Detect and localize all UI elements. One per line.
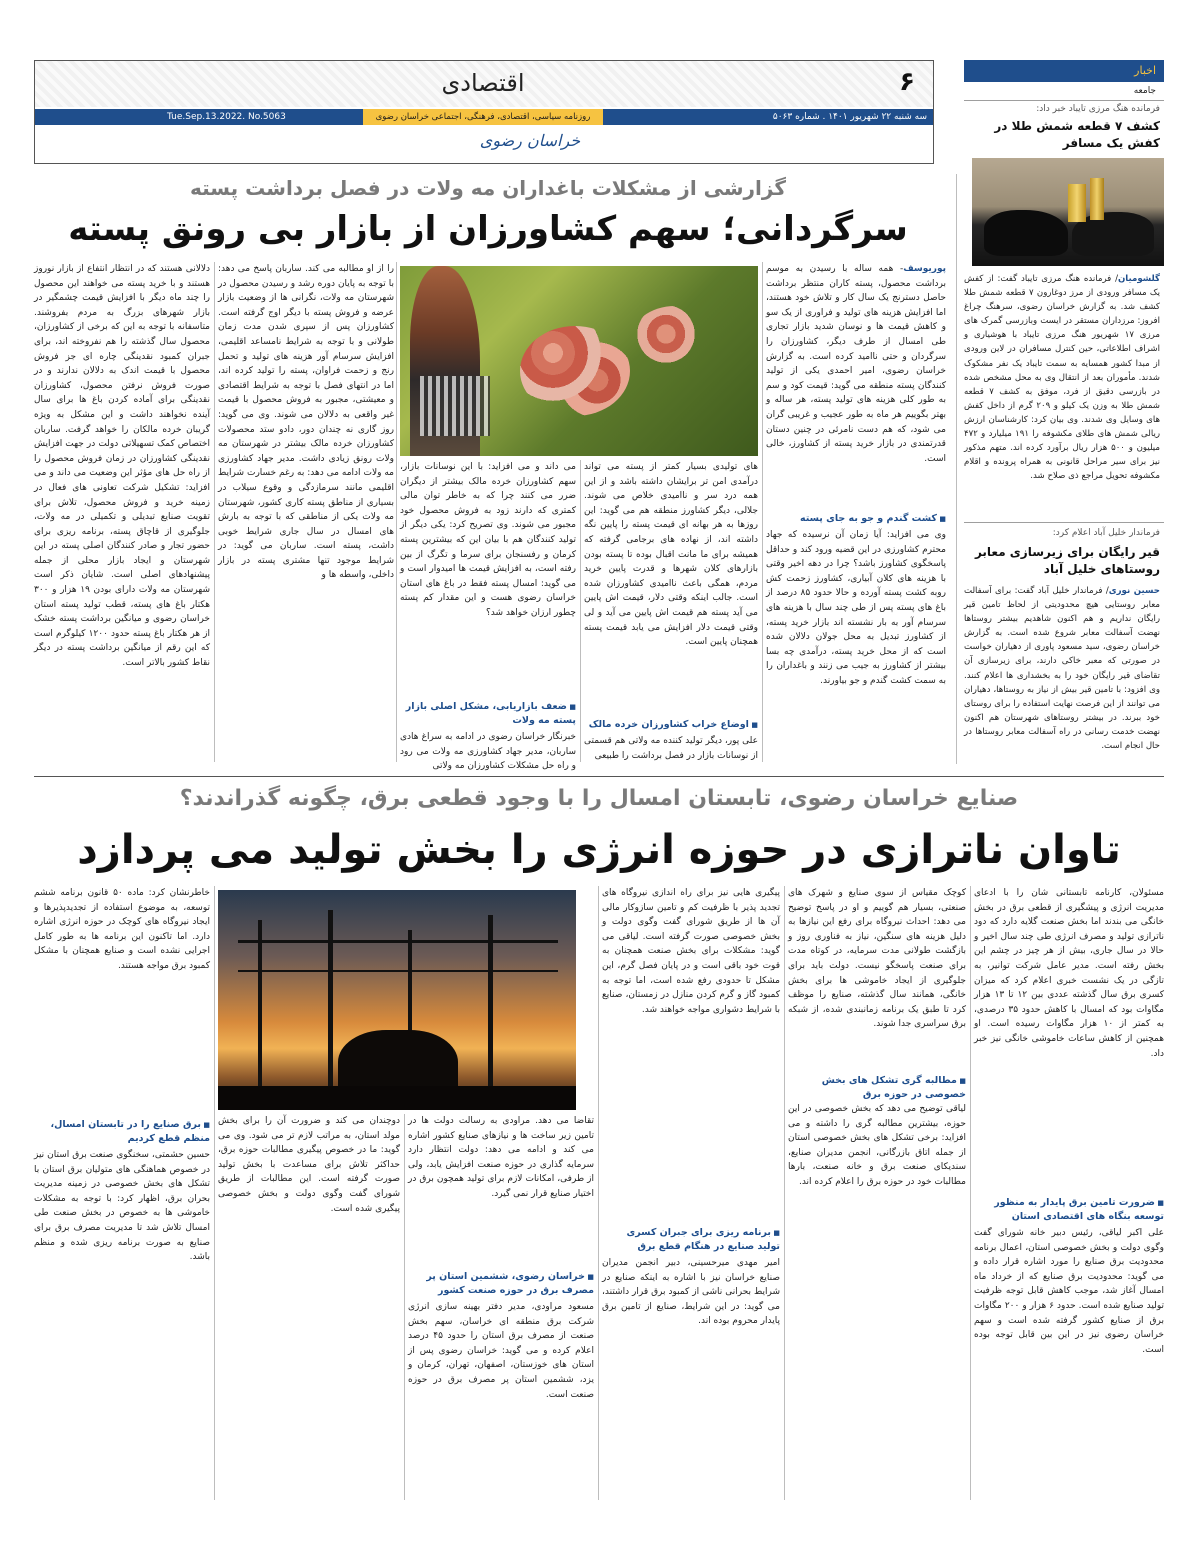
article1-headline: سرگردانی؛ سهم کشاورزان از بازار بی رونق پسته: [68, 209, 908, 249]
a2-col5: دوچندان می کند و ضرورت آن را برای بخش مولد استان، به مراتب لازم تر می شود. وی می گوید: ما در خصوص پیگیری مطالبات حوزه برق، حداکثر تلاش برای مساعدت با بخش تولید صورت گرفته است. این مطالبات از طریق شورای گفت وگوی دولت و بخش خصوصی پیگیری شده است.: [218, 1116, 400, 1214]
sidebar-divider: [964, 100, 1164, 101]
page-number: ۶: [899, 67, 915, 97]
a2-rule-1: [970, 886, 971, 1500]
a1-col2b: علی پور، دیگر تولید کننده مه ولاتی هم قسمتی از نوسانات بازار در فصل برداشت را طبیعی: [584, 736, 758, 761]
a2-subhead-4: ■ خراسان رضوی، ششمین استان پر مصرف برق در حوزه صنعت کشور: [408, 1270, 594, 1297]
paper-logo: خراسان رضوی: [479, 131, 581, 150]
a2-rule-4: [404, 1114, 405, 1500]
gold-bar-shape-2: [1090, 178, 1104, 220]
news1-photo: [972, 158, 1164, 266]
article2-kicker: صنایع خراسان رضوی، تابستان امسال را با وجود قطعی برق، چگونه گذراندند؟: [179, 786, 1019, 811]
a2-rule-3: [598, 886, 599, 1500]
news1-title: کشف ۷ قطعه شمش طلا در کفش یک مسافر: [994, 119, 1160, 150]
a1-col4: را از او مطالبه می کند. ساربان پاسخ می دهد: با توجه به پایان دوره رشد و رسیدن محصول در شهرستان مه ولات، نگرانی ها از وضعیت بازار عرضه و فروش پسته با دیگر اوج گرفته است. کشاورزان پس از سپری شدن مدت زمان طولانی و با توجه به شرایط نامساعد اقلیمی، افزایش سرسام آور هزینه های تولید و تحمل رنج و زحمت فراوان، پسته را تولید کرده اند، اما در انتهای فصل با توجه به شرایط اقتصادی و معیشتی، مجبور به فروش محصول با قیمت غیر واقعی به دلالان می شوند. وی می گوید: روز گاری نه چندان دور، دادو ستد محصولات کشاورزان خرده مالک بیشتر در شهرستان مه ولات رونق زیادی داشت. مدیر جهاد کشاورزی مه ولات ادامه می دهد: به رغم خسارت شرایط اقلیمی مانند سرمازدگی و وقوع سیلاب در بسیاری از مناطق پسته کاری کشور، شهرستان مه ولات یکی از مناطقی که با توجه به بارش های امسال در سال جاری شرایط خوبی داشت، پسته است. ساربان می گوید: در شرایط موجود تنها مشتری پسته در بازار داخلی، واسطه ها و: [218, 264, 394, 581]
sidebar-divider-2: [964, 522, 1164, 523]
a1-col5: دلالانی هستند که در انتظار انتفاع از بازار نوروز هستند و با خرید پسته می خواهند این محصول را چند ماه دیگر با افزایش قیمت چشمگیر در بازار شهرهای بزرگ به مردم بفروشند. متاسفانه با توجه به این که برخی از کشاورزان، محصول سال گذشته را هم نفروخته اند، برای جبران کمبود نقدینگی چاره ای جز فروش محصول با قیمت اندک به دلالان ندارند و در صورت فروش نرفتن محصول، کشاورزان نقدینگی برای آماده کردن باغ ها برای سال آینده نخواهند داشت و این مشکل به ویژه گریبان خرده مالکان را خواهد گرفت. ساربان اختصاص کمک تسهیلاتی دولت در جهت افزایش نقدینگی کشاورزان در زمان فروش محصول را از راه حل های مؤثر این وضعیت می داند و می افزاید: تشکیل شرکت تعاونی های فعال در زمینه خرید و فروش محصول، تلاش برای تقویت صنایع تبدیلی و تکمیلی در مه ولات، جلوگیری از قاچاق پسته، برنامه ریزی برای حضور تجار و صادر کنندگان اصلی پسته در این شهرستان و ایجاد بازار محلی از جمله پیشنهادهای اصلی است. شایان ذکر است شهرستان مه ولات دارای بودن ۱۹ هزار و ۳۰۰ هکتار باغ های پسته، قطب تولید پسته استان خراسان رضوی و میانگین برداشت پسته خشک از هر هکتار باغ پسته حدود ۱۲۰۰ کیلوگرم است که این رقم از میانگین برداشت پسته در دیگر نقاط کشور بالاتر است.: [34, 264, 210, 669]
paper-subtitle-text: روزنامه سیاسی، اقتصادی، فرهنگی، اجتماعی خراسان رضوی: [375, 112, 591, 122]
a1-col2a: های تولیدی بسیار کمتر از پسته می تواند درآمدی امن تر برایشان داشته باشد و از این همه درد سر و ناامیدی خلاص می شوند. جلالی، دیگر کشاورز منطقه هم می گوید: این روزها به هر بهانه ای قیمت پسته را پایین نگه داشته اند، از نهاده های برجامی گرفته که همیشه برای ما مانت اقبال بوده تا پسته بودن بازارهای کلان شهرها و قدرت پایین خرید مردم، همگی باعث ناامیدی کشاورزان شده است. جالب اینکه وقتی دلار، قیمت اش پایین می آید پسته هم قیمت اش پایین می آید و لی وقتی قیمت دلار افزایش می یابد قیمت پسته همچنان پایین است.: [584, 462, 758, 648]
pistachio-cluster-2: [630, 306, 720, 376]
issue-date-fa: سه شنبه ۲۲ شهریور ۱۴۰۱ . شماره ۵۰۶۳: [772, 112, 927, 122]
a1-col3a: می داند و می افزاید: با این نوسانات بازار، سهم کشاورزان خرده مالک بیشتر از دیگران ضرر می کنند چرا که به خاطر توان مالی کمتری که دارند زود به فروش محصول خود مجبور می شوند. وی تصریح کرد: یکی دیگر از تولید کنندگان هم با بیان این که بیشترین پسته کرمان و رفسنجان برای سرما و تگرگ از بین رفته است، به افزایش قیمت ها امیدوار است و می گوید: امسال پسته فقط در باغ های استان خراسان رضوی هست و این مقدار کم پسته چطور ارزان خواهد شد؟: [400, 462, 576, 618]
news2-title: قیر رایگان برای زیرسازی معابر روستاهای خلیل آباد: [974, 545, 1160, 576]
article1-photo: [400, 266, 758, 456]
a2-col1b: علی اکبر لیاقی، رئیس دبیر خانه شورای گفت وگوی دولت و بخش خصوصی استان، اعمال برنامه محدودیت برق صنایع را مورد اشاره قرار داده و می گوید: محدودیت برق صنایع که از خرداد ماه امسال آغاز شد، موجب کاهش قابل توجه ظرفیت تولید صنایع شده است. حدود ۶ هزار و ۲۰۰ مگاوات برق از صنایع کشور گرفته شده است و سهم خراسان رضوی نیز در این بین قابل توجه بوده است.: [974, 1228, 1164, 1355]
a1-rule-2: [762, 262, 763, 762]
crossbar-shape-2: [238, 970, 558, 972]
a1-rule-3: [580, 460, 581, 762]
a2-col6: خاطرنشان کرد: ماده ۵۰ قانون برنامه ششم توسعه، به موضوع استفاده از تجدیدپذیرها و ایجاد نیروگاه های کوچک در حوزه انرژی اشاره دارد. اما تاکنون این برنامه ها به طور کامل اجرایی نشده است و صنایع همچنان با مشکل کمبود برق مواجه هستند.: [34, 888, 210, 971]
a1-rule-1: [396, 262, 397, 762]
a2-col4: تقاضا می دهد. مراودی به رسالت دولت ها در تامین زیر ساخت ها و نیازهای صنایع کشور اشاره می کند و ادامه می دهد: دولت انتظار دارد سرمایه گذاری در حوزه صنعت افزایش یابد، ولی از طرفی، امکانات لازم برای تولید همچون برق در اختیار صنایع قرار نمی گیرد.: [408, 1116, 594, 1199]
news1-text: / فرمانده هنگ مرزی تایباد گفت: از کفش یک مسافر ورودی از مرز دوغارون ۷ قطعه شمش طلا کشف شد. به گزارش خراسان رضوی، سرهنگ چراغ افروز: مرزداران مستقر در ایست وبازرسی گمرک های مرزی ۱۷ شهریور هنگ مرزی تایباد با هوشیاری و اشراف اطلاعاتی، حین کنترل مسافران در لاین ورودی از مبدا کشور همسایه به سمت تایباد یک نفر مشکوک شدند. مأموران بعد از انتقال وی به محل مشخص شده در بازرسی دقیق از فرد، موفق به کشف ۷ قطعه شمش طلا به وزن یک کیلو و ۲۰۹ گرم از داخل کفش های وسایل وی شدند. وی بیان کرد: کارشناسان ارزش ریالی شمش های طلای مکشوفه را ۱۹۱ میلیارد و ۴۷۲ میلیون و ۵۰۰ هزار ریال برآورد کرده اند. متهم مذکور نیز برای سیر مراحل قانونی به همراه پرونده و اقلام مکشوفه تحویل مراجع ذی صلاح شد.: [964, 274, 1161, 482]
gold-bar-shape: [1068, 184, 1086, 222]
a2-rule-5: [214, 886, 215, 1500]
news1-lead: گلشومیان: [1117, 274, 1160, 284]
a1-subhead-2: ■ اوضاع خراب کشاورزان خرده مالک: [584, 718, 758, 732]
a1-subhead-3: ■ ضعف بازاریابی، مشکل اصلی بازار پسته مه ولات: [400, 700, 576, 727]
a2-col4b: مسعود مراودی، مدیر دفتر بهینه سازی انرژی شرکت برق منطقه ای خراسان، سهم بخش صنعت از مصرف برق استان را حدود ۴۵ درصد اعلام کرده و می گوید: خراسان رضوی پس از استان های خوزستان، اصفهان، تهران، کرمان و یزد، ششمین استان پر مصرف برق در حوزه صنعت است.: [408, 1302, 594, 1400]
a1-rule-4: [214, 262, 215, 762]
scarf-shape: [420, 376, 490, 436]
a2-col2: کوچک مقیاس از سوی صنایع و شهرک های صنعتی، بسیار هم گوییم و او در پاسخ توضیح می دهد: احداث نیروگاه برای رفع این نیازها به دلیل هزینه های سنگین، نیاز به فناوری روز و بازگشت طولانی مدت سرمایه، در کوتاه مدت برای صنعت پاسخگو نیست. دولت باید برای جلوگیری از ایجاد خاموشی ها برای بخش خانگی، همانند سال گذشته، صنایع را موظف کرد تا طبق یک برنامه زمانبندی شده، از شبکه برق سراسری جدا شوند.: [788, 888, 966, 1030]
a2-subhead-5: ■ برق صنایع را در تابستان امسال، منظم قطع کردیم: [34, 1118, 210, 1145]
article-separator: [34, 776, 1164, 777]
pistachio-cluster: [520, 326, 630, 416]
a1-col1: [766, 262, 946, 502]
section-title: اقتصادی: [441, 69, 525, 97]
a2-col1: مسئولان، کارنامه تابستانی شان را با ادعای مدیریت انرژی و پیشگیری از قطعی برق در بخش خانگی می بندند اما بخش صنعت گلایه دارد که دود ناترازی تولید و مصرف انرژی طی چند سال اخیر و حالا در سال جاری، بیش از هر چیز در چشم این بخش رفته است. مدیر عامل شرکت توانیر، به تازگی در یک نشست خبری اعلام کرد که میزان کسری برق سال گذشته عددی بین ۱۲ تا ۱۳ هزار مگاوات بود که امسال با کاهش حدود ۳۵ درصدی، به کمتر از ۱۰ هزار مگاوات رسیده است. او همچنین از کاهش ساعات خاموشی خانگی نیز خبر داد.: [974, 888, 1165, 1059]
news2-text: / فرماندار خلیل آباد گفت: برای آسفالت معابر روستایی هیچ محدودیتی از لحاظ تامین قیر رایگان نداریم و هم اکنون شاهدیم بیشتر روستاها نهضت آسفالت معابر شروع شده است. به گزارش خراسان رضوی، سید مسعود پاوری از دهیاران خواست در صورتی که معبر خاکی دارند، برای زیرسازی آن تقاضای قیر رایگان خود را به بخشداری ها اعلام کنند. وی افزود: با تامین قیر بیش از نیاز به روستاها، دهیاران می توانند از این فرصت نهایت استفاده را برای روستای خود ببرند. در بیشتر روستاهای شهرستان هم اکنون نهضت خدمت رسانی در راه آسفالت معابر روستاها در حال انجام است.: [964, 586, 1160, 752]
a2-col6b: حسین حشمتی، سخنگوی صنعت برق استان نیز در خصوص هماهنگی های متولیان برق استان با تشکل های بخش خصوصی در زمینه مدیریت بحران برق، اظهار کرد: با توجه به مشکلات خاموشی ها به خصوص در بخش صنعت طی امسال تلاش شد تا مدیریت مصرف برق برای صنایع به صورت برنامه ریزی شده و منظم باشد.: [34, 1150, 210, 1263]
news1-body: [964, 272, 1160, 512]
issue-date-en: Tue.Sep.13.2022. No.5063: [167, 112, 286, 122]
a1-subhead-1: ■ کشت گندم و جو به جای پسته: [766, 512, 946, 526]
crossbar-shape: [238, 940, 558, 943]
news2-kicker: فرماندار خلیل آباد اعلام کرد:: [1052, 528, 1160, 538]
article2-headline: تاوان ناترازی در حوزه انرژی را بخش تولید می پردازد: [77, 827, 1121, 873]
shoe-shape: [984, 210, 1068, 256]
a2-col2b: لیاقی توضیح می دهد که بخش خصوصی در این حوزه، بیشترین مطالبه گری را داشته و می افزاید: برخی تشکل های بخش خصوصی استان از جمله اتاق بازرگانی، انجمن مدیران صنایع، سندیکای صنعت برق و خانه صنعت، بارها مطالبات خود در حوزه برق را اعلام کرده اند.: [788, 1104, 966, 1187]
a1-lead: پوریوسف: [903, 264, 946, 274]
ground-shape: [218, 1086, 576, 1110]
sidebar-category: جامعه: [1133, 86, 1156, 96]
article2-photo: [218, 890, 576, 1110]
news1-kicker: فرمانده هنگ مرزی تایباد خبر داد:: [1036, 104, 1160, 114]
a2-col3b: امیر مهدی میرحسینی، دبیر انجمن مدیران صنایع خراسان نیز با اشاره به اینکه صنایع در شرایط بحرانی ناشی از کمبود برق قرار داشتند، می گوید: در این شرایط، صنایع از تامین برق پایدار محروم بوده اند.: [602, 1258, 780, 1327]
a2-rule-2: [784, 886, 785, 1500]
a2-col3: پیگیری هایی نیز برای راه اندازی نیروگاه های تجدید پذیر با ظرفیت کم و تامین سازوکار مالی آن ها از طریق شورای گفت وگوی دولت و بخش خصوصی صورت گرفته است. لیاقی می گوید: مشکلات برای بخش صنعت همچنان به قوت خود باقی است و در پایان فصل گرم، این مشکل تا حدودی رفع شده است، اما توجه به کمبود گاز و گرم کردن منازل در زمستان، صنایع با شرایط دشواری مواجه خواهند شد.: [602, 888, 780, 1015]
article1-kicker: گزارشی از مشکلات باغداران مه ولات در فصل برداشت پسته: [190, 176, 786, 200]
news2-lead: حسین نوری: [1108, 586, 1160, 596]
masthead: [34, 60, 934, 164]
pylon-shape-2: [328, 910, 333, 1090]
sidebar-separator: [956, 174, 957, 764]
pylon-shape: [258, 920, 262, 1090]
a1-col1a: - همه ساله با رسیدن به موسم برداشت محصول، پسته کاران منتظر برداشت حاصل دسترنج یک سال کار و تلاش خود هستند، اما افزایش هزینه های تولید و فراوری از یک سو و کاهش قیمت ها و نوسان شدید بازار تجاری طی امسال از طرف دیگر، کشاورزان را سرگردان و حتی ناامید کرده است. به گزارش خراسان رضوی، امیر احمدی یکی از تولید کنندگان پسته منطقه می گوید: قیمت کود و سم به طور کلی هزینه های تولید پسته، هر ساله و بهتر بگوییم هر ماه به طور عجیب و غریبی گران می شود، که هم دست نامرئی در چنین دستان قدرتمندی در بازار خرید پسته از کشاورز، خالی است.: [766, 264, 946, 464]
sidebar-header-label: اخبار: [1134, 64, 1156, 77]
a2-subhead-3: ■ برنامه ریزی برای جبران کسری تولید صنایع در هنگام قطع برق: [602, 1226, 780, 1253]
a2-subhead-1: ■ ضرورت تامین برق پایدار به منظور توسعه بنگاه های اقتصادی استان: [974, 1196, 1164, 1223]
news2-body: [964, 584, 1160, 762]
a1-col1b: وی می افزاید: آیا زمان آن نرسیده که جهاد محترم کشاورزی در این قضیه ورود کند و حداقل پاسخگوی کشاورز باشد؟ چرا در دهه اخیر وقتی با هزینه های کلان آبیاری، کشاورز زحمت کش روبه کشت پسته آورده و حالا حدود ۸۵ درصد از باغ های پسته پس از طی چند سال با هزینه های سرسام آور به بار نشسته اند بازار خرید پسته، از کشاورز تبدیل به محل جولان دلالان شده است که از محل خرید پسته، درآمدی چه بسا بیشتر از کشاورز به جیب می زنند و باغداران را به سمت کشت گندم و جو بیاورند.: [766, 530, 946, 686]
a2-subhead-2: ■ مطالبه گری تشکل های بخش خصوصی در حوزه برق: [788, 1074, 966, 1101]
a1-col3b: خبرنگار خراسان رضوی در ادامه به سراغ هادی ساربان، مدیر جهاد کشاورزی مه ولات می رود و راه حل مشکلات کشاورزان مه ولاتی: [400, 732, 576, 772]
sidebar: [964, 60, 1164, 760]
